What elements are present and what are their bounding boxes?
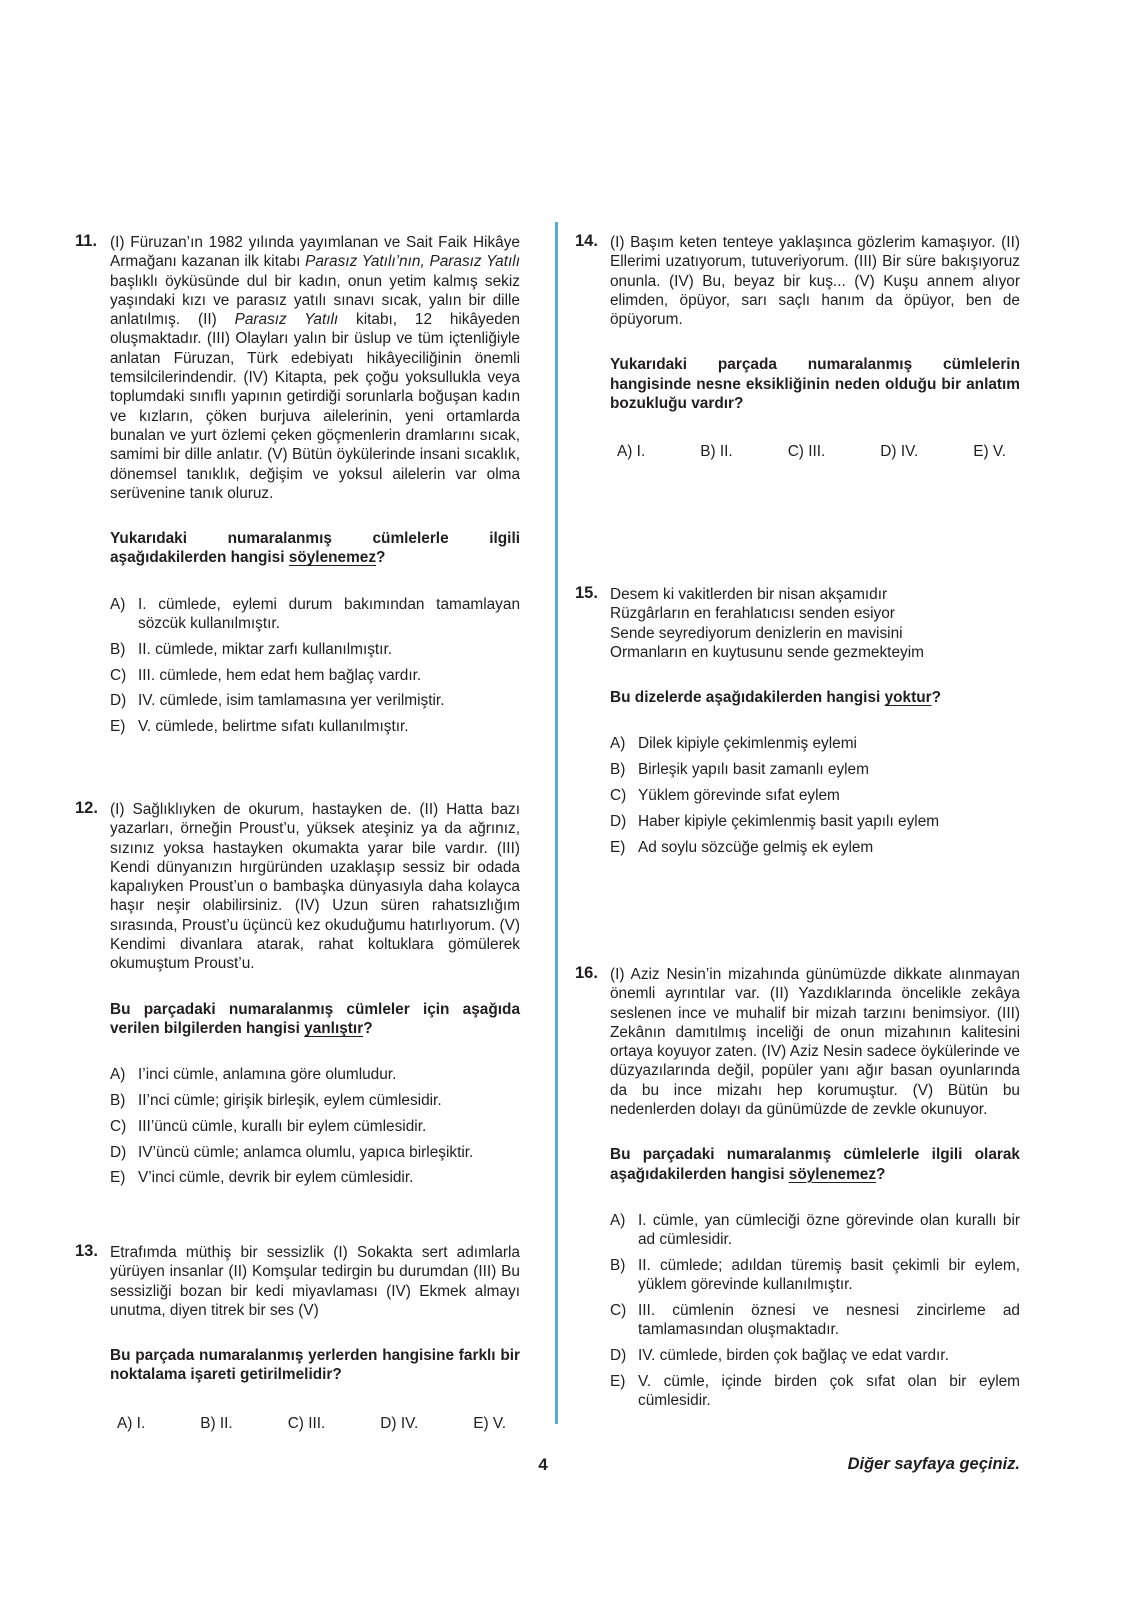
option-d bbox=[110, 1143, 520, 1162]
option-e bbox=[610, 1372, 1020, 1411]
question-13-stem: Bu parçada numaralanmış yerlerden hangisine farklı bir noktalama işareti getirilmelidir? bbox=[110, 1347, 520, 1384]
footer-note: Diğer sayfaya geçiniz. bbox=[847, 1455, 1020, 1473]
option-d: D) IV. bbox=[880, 443, 919, 461]
option-b bbox=[110, 1091, 520, 1110]
option-c-label: C) bbox=[110, 666, 127, 684]
question-16-paragraph: (I) Aziz Nesin’in mizahında günümüzde dikkate alınmayan önemli ayrıntılar var. (II) Yazdıklarında öncelikle zekâya seslenen ince ve muhalif bir mizah tarzını benimsiyor. (III) Zekânın damıtılmış inceliği de onun mizahının kalitesini ortaya koyuyor zaten. (IV) Aziz Nesin sadece öykülerinde ve düzyazılarında değil, popüler yanı ağır basan oyunlarında da bu ince mizahı hep korumuştur. (V) Bütün bu nedenlerden dolayı da günümüzde de zevkle okunuyor. bbox=[610, 966, 1020, 1119]
option-c-text: III. cümlede, hem edat hem bağlaç vardır. bbox=[138, 666, 422, 684]
option-c bbox=[610, 1301, 1020, 1340]
option-d-label: D) bbox=[110, 1143, 127, 1161]
option-c-label: C) bbox=[110, 1117, 127, 1135]
question-15-verse bbox=[610, 585, 1020, 662]
option-a bbox=[610, 734, 1020, 753]
question-12-stem: Bu parçadaki numaralanmış cümleler için aşağıda verilen bilgilerden hangisi yanlıştır? bbox=[110, 1000, 520, 1037]
option-a: A) I. bbox=[117, 1414, 146, 1432]
column-divider bbox=[555, 222, 558, 1424]
question-14 bbox=[575, 233, 1020, 462]
option-e-label: E) bbox=[110, 718, 126, 736]
option-e bbox=[110, 1168, 520, 1187]
option-e bbox=[610, 838, 1020, 857]
option-a-label: A) bbox=[110, 595, 126, 613]
question-14-body bbox=[610, 233, 1020, 462]
question-14-paragraph: (I) Başım keten tenteye yaklaşınca gözlerim kamaşıyor. (II) Ellerimi uzatıyorum, tutuveriyorum. (III) Bir süre bakışıyoruz onunla. (IV) Bu, beyaz bir kuş... (V) Kuşu annem alıyor elimden, öpüyor, sarı saçlı hanım da öpüyor, ben de öpüyorum. bbox=[610, 234, 1020, 329]
option-d-label: D) bbox=[610, 812, 627, 830]
question-11-body bbox=[110, 233, 520, 737]
option-d-label: D) bbox=[110, 692, 127, 710]
option-c-label: C) bbox=[610, 787, 627, 805]
question-16-options bbox=[610, 1211, 1020, 1411]
option-a bbox=[110, 1065, 520, 1084]
option-e-text: V. cümlede, belirtme sıfatı kullanılmıştır. bbox=[138, 718, 409, 736]
option-b-text: II’nci cümle; girişik birleşik, eylem cümlesidir. bbox=[138, 1092, 442, 1110]
option-e-label: E) bbox=[610, 1373, 626, 1391]
option-c-text: III’üncü cümle, kurallı bir eylem cümlesidir. bbox=[138, 1117, 427, 1135]
question-16-number: 16. bbox=[575, 964, 598, 982]
option-b-label: B) bbox=[110, 640, 126, 658]
page-number: 4 bbox=[538, 1455, 548, 1474]
option-d bbox=[110, 691, 520, 710]
option-b bbox=[610, 1256, 1020, 1295]
question-11-options bbox=[110, 595, 520, 737]
option-d bbox=[610, 812, 1020, 831]
verse-line-1: Desem ki vakitlerden bir nisan akşamıdır bbox=[610, 586, 888, 603]
question-11-number: 11. bbox=[75, 232, 98, 250]
option-c bbox=[110, 666, 520, 685]
option-c: C) III. bbox=[787, 443, 826, 461]
question-16 bbox=[575, 965, 1020, 1417]
question-15-body bbox=[610, 585, 1020, 857]
option-b bbox=[110, 640, 520, 659]
question-13-body bbox=[110, 1243, 520, 1433]
question-11 bbox=[75, 233, 520, 743]
option-e-text: V’inci cümle, devrik bir eylem cümlesidir. bbox=[138, 1169, 414, 1187]
option-c-text: Yüklem görevinde sıfat eylem bbox=[638, 787, 840, 805]
option-b-label: B) bbox=[110, 1092, 126, 1110]
option-b-label: B) bbox=[610, 1257, 626, 1275]
option-a-text: I. cümle, yan cümleciği özne görevinde olan kurallı bir ad cümlesidir. bbox=[638, 1211, 1020, 1249]
verse-line-3: Sende seyrediyorum denizlerin en mavisini bbox=[610, 624, 903, 642]
question-13-number: 13. bbox=[75, 1242, 98, 1260]
option-e-label: E) bbox=[110, 1169, 126, 1187]
option-a-label: A) bbox=[110, 1066, 126, 1084]
option-d-label: D) bbox=[610, 1347, 627, 1365]
option-b-text: II. cümlede; adıldan türemiş basit çekimli bir eylem, yüklem görevinde kullanılmıştır. bbox=[638, 1257, 1020, 1294]
question-16-body bbox=[610, 965, 1020, 1411]
question-12-options bbox=[110, 1065, 520, 1187]
option-c-text: III. cümlenin öznesi ve nesnesi zincirleme ad tamlamasından oluşmaktadır. bbox=[638, 1302, 1020, 1339]
question-15-options bbox=[610, 734, 1020, 856]
option-d: D) IV. bbox=[380, 1414, 419, 1432]
option-c-label: C) bbox=[610, 1302, 627, 1320]
question-14-number: 14. bbox=[575, 232, 598, 250]
option-a-text: I’inci cümle, anlamına göre olumludur. bbox=[138, 1066, 397, 1084]
question-12 bbox=[75, 800, 520, 1194]
question-15 bbox=[575, 585, 1020, 863]
question-15-number: 15. bbox=[575, 584, 598, 602]
question-15-stem: Bu dizelerde aşağıdakilerden hangisi yoktur? bbox=[610, 689, 942, 707]
option-b bbox=[610, 760, 1020, 779]
option-e: E) V. bbox=[473, 1414, 506, 1432]
verse-line-4: Ormanların en kuytusunu sende gezmekteyim bbox=[610, 643, 924, 661]
verse-line-2: Rüzgârların en ferahlatıcısı senden esiyor bbox=[610, 605, 895, 623]
option-e-text: Ad soylu sözcüğe gelmiş ek eylem bbox=[638, 838, 874, 856]
option-a: A) I. bbox=[617, 443, 646, 461]
option-e bbox=[110, 717, 520, 736]
option-a-text: I. cümlede, eylemi durum bakımından tamamlayan sözcük kullanılmıştır. bbox=[138, 595, 520, 633]
option-d-text: IV. cümlede, isim tamlamasına yer verilmiştir. bbox=[138, 692, 445, 710]
question-14-stem: Yukarıdaki parçada numaralanmış cümlelerin hangisinde nesne eksikliğinin neden olduğu bir anlatım bozukluğu vardır? bbox=[610, 356, 1020, 413]
question-12-number: 12. bbox=[75, 799, 98, 817]
option-b-text: II. cümlede, miktar zarfı kullanılmıştır. bbox=[138, 640, 393, 658]
option-a-label: A) bbox=[610, 1211, 626, 1229]
option-b-label: B) bbox=[610, 761, 626, 779]
option-d bbox=[610, 1346, 1020, 1365]
question-13 bbox=[75, 1243, 520, 1433]
option-e-label: E) bbox=[610, 838, 626, 856]
question-12-paragraph: (I) Sağlıklıyken de okurum, hastayken de. (II) Hatta bazı yazarları, örneğin Proust’u, yüksek ateşiniz ya da ağrınız, sızınız yoksa hastayken okumakta yarar bile vardır. (III) Kendi dünyanızın hırgüründen uzaklaşıp sessiz bir odada kapalıyken Proust’un o bambaşka dünyasıyla daha kolayca haşır neşir olabilirsiniz. (IV) Uzun süren rahatsızlığım sırasında, Proust’u üçüncü kez okuduğumu hatırlıyorum. (V) Kendimi divanlara atarak, rahat koltuklara gömülerek okumuştum Proust’u. bbox=[110, 801, 520, 973]
option-b: B) II. bbox=[700, 443, 733, 461]
option-c bbox=[610, 786, 1020, 805]
question-11-paragraph: (I) Füruzan’ın 1982 yılında yayımlanan ve Sait Faik Hikâye Armağanı kazanan ilk kitabı Parasız Yatılı’nın, Parasız Yatılı başlıklı öyküsünde dul bir kadın, onun yetim kalmış sekiz yaşındaki kızı ve parasız yatılı sınavı sıcak, yalın bir dille anlatılmış. (II) Parasız Yatılı kitabı, 12 hikâyeden oluşmaktadır. (III) Olayları yalın bir üslup ve tüm içtenliğiyle anlatan Füruzan, Türk edebiyatı hikâyeciliğinin önemli temsilcilerindendir. (IV) Kitapta, pek çoğu yoksullukla veya toplumdaki sınıflı yapının getirdiği sorunlarla boğuşan kadın ve kızların, çöken burjuva ailelerinin, yeni ortamlarda bunalan ve yurt özlemi çeken göçmenlerin dramlarını sıcak, samimi bir dille anlatır. (V) Bütün öykülerinde insani sıcaklık, dönemsel tanıklık, değişim ve yoksul ailelerin var olma serüvenine tanık oluruz. bbox=[110, 234, 520, 502]
option-c: C) III. bbox=[287, 1414, 326, 1432]
option-b: B) II. bbox=[200, 1414, 233, 1432]
option-e: E) V. bbox=[973, 443, 1006, 461]
question-13-paragraph: Etrafımda müthiş bir sessizlik (I) Sokakta sert adımlarla yürüyen insanlar (II) Komşular tedirgin bu durumdan (III) Bu sessizliği bozan bir kedi miyavlaması (IV) Ekmek almayı unutma, diyen titrek bir ses (V) bbox=[110, 1244, 520, 1319]
option-d-text: IV. cümlede, birden çok bağlaç ve edat vardır. bbox=[638, 1347, 949, 1365]
question-12-body bbox=[110, 800, 520, 1188]
option-a-label: A) bbox=[610, 735, 626, 753]
option-d-text: Haber kipiyle çekimlenmiş basit yapılı eylem bbox=[638, 812, 940, 830]
option-c bbox=[110, 1117, 520, 1136]
question-14-options bbox=[610, 442, 1020, 461]
question-16-stem: Bu parçadaki numaralanmış cümlelerle ilgili olarak aşağıdakilerden hangisi söylenemez? bbox=[610, 1146, 1020, 1183]
question-13-options bbox=[110, 1414, 520, 1433]
option-a bbox=[110, 595, 520, 634]
option-e-text: V. cümle, içinde birden çok sıfat olan bir eylem cümlesidir. bbox=[638, 1373, 1020, 1410]
option-a bbox=[610, 1211, 1020, 1250]
option-b-text: Birleşik yapılı basit zamanlı eylem bbox=[638, 761, 869, 779]
question-11-stem: Yukarıdaki numaralanmış cümlelerle ilgili aşağıdakilerden hangisi söylenemez? bbox=[110, 530, 520, 567]
option-a-text: Dilek kipiyle çekimlenmiş eylemi bbox=[638, 735, 857, 753]
option-d-text: IV’üncü cümle; anlamca olumlu, yapıca birleşiktir. bbox=[138, 1143, 474, 1161]
